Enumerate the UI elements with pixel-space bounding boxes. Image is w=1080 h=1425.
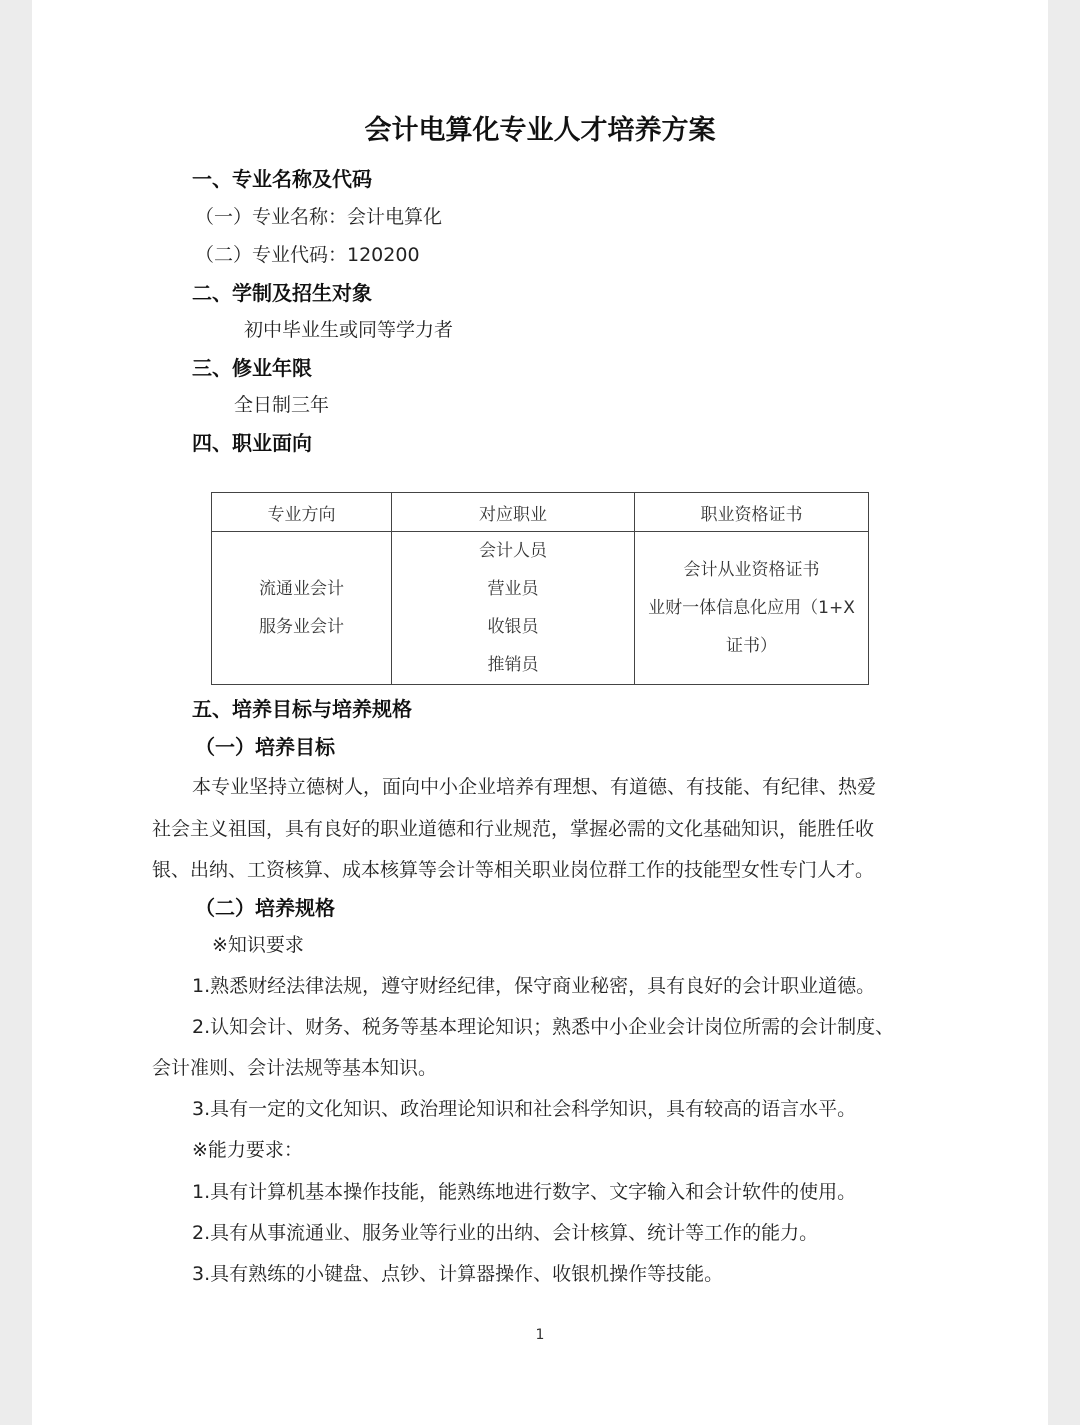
certificate-cell: [635, 532, 869, 685]
table-row: [212, 532, 869, 685]
document-title: 会计电算化专业人才培养方案: [364, 115, 716, 146]
knowledge-heading: ※知识要求: [212, 934, 304, 956]
ability-item-3: 3.具有熟练的小键盘、点钞、计算器操作、收银机操作等技能。: [192, 1263, 724, 1285]
table-header-row: [212, 493, 869, 532]
enrollment-target: 初中毕业生或同等学力者: [244, 319, 454, 341]
direction-item: 服务业会计: [259, 617, 344, 637]
goal-heading: （一）培养目标: [195, 735, 335, 759]
section-5-heading: 五、培养目标与培养规格: [192, 697, 412, 721]
header-job: 对应职业: [392, 493, 635, 532]
ability-heading: ※能力要求：: [192, 1139, 303, 1161]
certificate-item: 业财一体信息化应用（1+X: [648, 598, 855, 618]
page-number: 1: [535, 1327, 545, 1343]
ability-item-1: 1.具有计算机基本操作技能，能熟练地进行数字、文字输入和会计软件的使用。: [192, 1181, 857, 1203]
job-item: 收银员: [487, 617, 539, 637]
header-certificate: 职业资格证书: [635, 493, 869, 532]
knowledge-item-2-continued: 会计准则、会计法规等基本知识。: [152, 1057, 438, 1079]
study-duration: 全日制三年: [234, 394, 330, 416]
spec-heading: （二）培养规格: [195, 896, 335, 920]
job-item: 营业员: [487, 579, 539, 599]
goal-paragraph-line: 社会主义祖国，具有良好的职业道德和行业规范，掌握必需的文化基础知识，能胜任收: [152, 818, 875, 840]
goal-paragraph-line: 本专业坚持立德树人，面向中小企业培养有理想、有道德、有技能、有纪律、热爱: [192, 776, 877, 798]
document-page: [32, 0, 1048, 1425]
certificate-item: 证书）: [726, 636, 777, 656]
career-table: [211, 492, 869, 685]
goal-paragraph-line: 银、出纳、工资核算、成本核算等会计等相关职业岗位群工作的技能型女性专门人才。: [152, 859, 875, 881]
direction-item: 流通业会计: [259, 579, 344, 599]
job-item: 推销员: [487, 655, 539, 675]
ability-item-2: 2.具有从事流通业、服务业等行业的出纳、会计核算、统计等工作的能力。: [192, 1222, 819, 1244]
major-name: （一）专业名称：会计电算化: [195, 206, 443, 228]
knowledge-item-2: 2.认知会计、财务、税务等基本理论知识；熟悉中小企业会计岗位所需的会计制度、: [192, 1016, 895, 1038]
section-2-heading: 二、学制及招生对象: [192, 281, 372, 305]
direction-cell: [212, 532, 392, 685]
section-3-heading: 三、修业年限: [192, 356, 312, 380]
section-4-heading: 四、职业面向: [192, 431, 312, 455]
major-code: （二）专业代码：120200: [195, 244, 420, 266]
job-cell: [392, 532, 635, 685]
knowledge-item-1: 1.熟悉财经法律法规，遵守财经纪律，保守商业秘密，具有良好的会计职业道德。: [192, 975, 876, 997]
job-item: 会计人员: [479, 541, 547, 561]
knowledge-item-3: 3.具有一定的文化知识、政治理论知识和社会科学知识，具有较高的语言水平。: [192, 1098, 857, 1120]
certificate-item: 会计从业资格证书: [683, 560, 820, 580]
header-direction: 专业方向: [212, 493, 392, 532]
section-1-heading: 一、专业名称及代码: [192, 167, 372, 191]
